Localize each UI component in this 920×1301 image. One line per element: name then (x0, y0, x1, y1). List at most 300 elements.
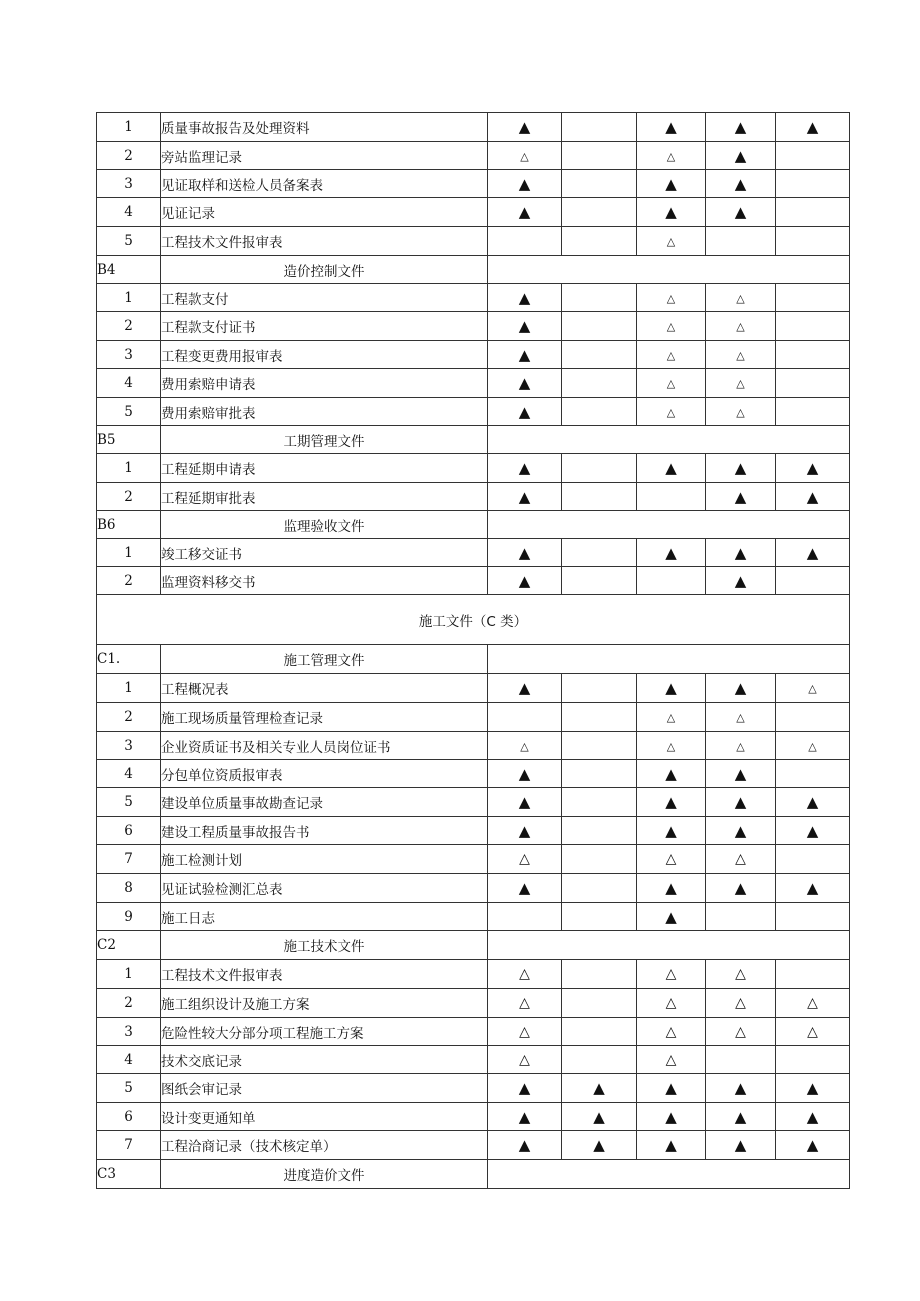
row-number: 5 (97, 398, 161, 426)
section-row (97, 426, 850, 454)
mark-cell (637, 732, 706, 760)
black-triangle-icon: ▲ (734, 1136, 747, 1154)
black-triangle-icon: ▲ (734, 487, 747, 506)
row-number: 6 (97, 1103, 161, 1131)
mark-cell (706, 227, 776, 256)
white-triangle-icon: △ (736, 405, 745, 419)
table-row (97, 732, 850, 760)
black-triangle-icon: ▲ (734, 203, 747, 221)
black-triangle-icon: ▲ (665, 821, 677, 840)
archive-file-table (96, 112, 850, 1189)
mark-cell (488, 760, 562, 788)
white-triangle-icon: △ (666, 320, 676, 333)
table-row (97, 539, 850, 567)
mark-cell (562, 1074, 637, 1103)
table-row (97, 398, 850, 426)
mark-cell (776, 483, 850, 511)
section-title: 造价控制文件 (161, 256, 488, 284)
mark-cell (776, 1046, 850, 1074)
mark-cell (637, 142, 706, 170)
mark-cell (637, 227, 706, 256)
section-empty-cell (488, 1160, 850, 1189)
mark-cell (562, 960, 637, 989)
mark-cell (637, 567, 706, 595)
mark-cell (637, 817, 706, 845)
white-triangle-icon: △ (666, 348, 676, 362)
black-triangle-icon: ▲ (734, 543, 747, 562)
black-triangle-icon: ▲ (734, 679, 747, 697)
mark-cell (562, 398, 637, 426)
file-name: 企业资质证书及相关专业人员岗位证书 (161, 732, 488, 760)
mark-cell (706, 674, 776, 703)
file-name: 见证记录 (161, 198, 488, 227)
white-triangle-icon: △ (807, 995, 818, 1011)
white-triangle-icon: △ (735, 1023, 746, 1040)
mark-cell (706, 989, 776, 1018)
white-triangle-icon: △ (665, 995, 677, 1011)
black-triangle-icon: ▲ (518, 793, 531, 811)
black-triangle-icon: ▲ (518, 571, 531, 590)
mark-cell (488, 483, 562, 511)
white-triangle-icon: △ (665, 851, 677, 867)
black-triangle-icon: ▲ (518, 543, 531, 562)
mark-cell (776, 845, 850, 874)
white-triangle-icon: △ (735, 851, 746, 867)
white-triangle-icon: △ (666, 739, 676, 753)
mark-cell (562, 227, 637, 256)
mark-cell (637, 1074, 706, 1103)
mark-cell (488, 454, 562, 483)
row-number: 1 (97, 674, 161, 703)
black-triangle-icon: ▲ (734, 459, 747, 477)
black-triangle-icon: ▲ (665, 907, 677, 926)
mark-cell (706, 732, 776, 760)
white-triangle-icon: △ (666, 377, 676, 390)
section-empty-cell (488, 256, 850, 284)
mark-cell (637, 483, 706, 511)
file-name: 施工组织设计及施工方案 (161, 989, 488, 1018)
section-title: 施工管理文件 (161, 645, 488, 674)
row-number: 3 (97, 732, 161, 760)
row-number: 2 (97, 989, 161, 1018)
mark-cell (776, 788, 850, 817)
mark-cell (637, 398, 706, 426)
mark-cell (776, 341, 850, 369)
mark-cell (562, 674, 637, 703)
mark-cell (706, 1018, 776, 1046)
mark-cell (706, 903, 776, 931)
row-number: 4 (97, 369, 161, 398)
black-triangle-icon: ▲ (734, 146, 747, 165)
mark-cell (562, 170, 637, 198)
mark-cell (776, 760, 850, 788)
mark-cell (488, 198, 562, 227)
table-row (97, 170, 850, 198)
mark-cell (637, 1018, 706, 1046)
table-row (97, 198, 850, 227)
file-name: 质量事故报告及处理资料 (161, 113, 488, 142)
table-row (97, 845, 850, 874)
file-name: 技术交底记录 (161, 1046, 488, 1074)
mark-cell (562, 989, 637, 1018)
mark-cell (706, 142, 776, 170)
black-triangle-icon: ▲ (518, 118, 531, 136)
mark-cell (562, 567, 637, 595)
black-triangle-icon: ▲ (518, 764, 531, 783)
black-triangle-icon: ▲ (734, 1079, 747, 1097)
mark-cell (488, 703, 562, 732)
file-name: 工程延期审批表 (161, 483, 488, 511)
mark-cell (637, 1046, 706, 1074)
black-triangle-icon: ▲ (734, 118, 747, 136)
white-triangle-icon: △ (665, 1023, 677, 1040)
mark-cell (776, 960, 850, 989)
black-triangle-icon: ▲ (518, 1136, 531, 1154)
mark-cell (776, 284, 850, 312)
section-empty-cell (488, 931, 850, 960)
mark-cell (706, 454, 776, 483)
white-triangle-icon: △ (519, 995, 530, 1011)
mark-cell (776, 1131, 850, 1160)
mark-cell (562, 760, 637, 788)
black-triangle-icon: ▲ (518, 679, 531, 697)
mark-cell (562, 1131, 637, 1160)
mark-cell (706, 1074, 776, 1103)
row-number: 2 (97, 703, 161, 732)
table-row (97, 113, 850, 142)
row-number: 2 (97, 483, 161, 511)
white-triangle-icon: △ (736, 320, 745, 333)
black-triangle-icon: ▲ (518, 203, 531, 221)
mark-cell (562, 198, 637, 227)
table-row (97, 674, 850, 703)
file-name: 见证取样和送检人员备案表 (161, 170, 488, 198)
mark-cell (562, 703, 637, 732)
section-code: C3 (97, 1160, 161, 1189)
mark-cell (706, 483, 776, 511)
mark-cell (776, 874, 850, 903)
mark-cell (776, 817, 850, 845)
mark-cell (776, 312, 850, 341)
file-name: 建设单位质量事故勘查记录 (161, 788, 488, 817)
white-triangle-icon: △ (736, 377, 745, 390)
mark-cell (562, 1103, 637, 1131)
section-row (97, 645, 850, 674)
mark-cell (776, 1018, 850, 1046)
mark-cell (488, 539, 562, 567)
mark-cell (562, 1046, 637, 1074)
mark-cell (562, 312, 637, 341)
mark-cell (637, 674, 706, 703)
black-triangle-icon: ▲ (734, 764, 747, 783)
mark-cell (706, 845, 776, 874)
mark-cell (488, 674, 562, 703)
mark-cell (488, 788, 562, 817)
row-number: 1 (97, 539, 161, 567)
file-name: 施工现场质量管理检查记录 (161, 703, 488, 732)
file-name: 工程变更费用报审表 (161, 341, 488, 369)
mark-cell (706, 1046, 776, 1074)
mark-cell (637, 960, 706, 989)
mark-cell (637, 369, 706, 398)
white-triangle-icon: △ (808, 739, 817, 753)
file-name: 费用索赔审批表 (161, 398, 488, 426)
section-code: C1. (97, 645, 161, 674)
white-triangle-icon: △ (519, 966, 530, 982)
file-name: 工程款支付 (161, 284, 488, 312)
mark-cell (637, 113, 706, 142)
file-name: 见证试验检测汇总表 (161, 874, 488, 903)
mark-cell (562, 788, 637, 817)
mark-cell (706, 1103, 776, 1131)
mark-cell (706, 760, 776, 788)
section-empty-cell (488, 645, 850, 674)
file-name: 旁站监理记录 (161, 142, 488, 170)
black-triangle-icon: ▲ (518, 317, 531, 335)
black-triangle-icon: ▲ (518, 374, 531, 392)
black-triangle-icon: ▲ (806, 1136, 819, 1154)
table-row (97, 284, 850, 312)
mark-cell (637, 1103, 706, 1131)
row-number: 1 (97, 113, 161, 142)
table-body (97, 113, 850, 1189)
mark-cell (562, 341, 637, 369)
file-name: 工程洽商记录（技术核定单） (161, 1131, 488, 1160)
mark-cell (706, 312, 776, 341)
mark-cell (706, 960, 776, 989)
table-row (97, 142, 850, 170)
black-triangle-icon: ▲ (806, 821, 819, 840)
black-triangle-icon: ▲ (734, 571, 747, 590)
mark-cell (706, 341, 776, 369)
white-triangle-icon: △ (665, 1051, 677, 1068)
white-triangle-icon: △ (807, 1023, 818, 1040)
black-triangle-icon: ▲ (734, 793, 747, 811)
black-triangle-icon: ▲ (734, 821, 747, 840)
black-triangle-icon: ▲ (806, 879, 819, 897)
row-number: 9 (97, 903, 161, 931)
section-empty-cell (488, 511, 850, 539)
row-number: 2 (97, 567, 161, 595)
mark-cell (488, 1046, 562, 1074)
mark-cell (488, 989, 562, 1018)
row-number: 6 (97, 817, 161, 845)
table-row (97, 1046, 850, 1074)
black-triangle-icon: ▲ (665, 1136, 677, 1154)
black-triangle-icon: ▲ (734, 174, 747, 193)
black-triangle-icon: ▲ (734, 1107, 747, 1126)
row-number: 5 (97, 1074, 161, 1103)
mark-cell (706, 398, 776, 426)
category-title: 施工文件（C 类） (97, 595, 850, 645)
file-name: 竣工移交证书 (161, 539, 488, 567)
mark-cell (637, 170, 706, 198)
mark-cell (706, 539, 776, 567)
row-number: 4 (97, 1046, 161, 1074)
mark-cell (488, 312, 562, 341)
mark-cell (562, 1018, 637, 1046)
table-row (97, 567, 850, 595)
mark-cell (637, 903, 706, 931)
mark-cell (637, 989, 706, 1018)
mark-cell (776, 142, 850, 170)
black-triangle-icon: ▲ (665, 879, 677, 897)
table-row (97, 1074, 850, 1103)
white-triangle-icon: △ (520, 149, 529, 163)
row-number: 4 (97, 760, 161, 788)
table-row (97, 760, 850, 788)
white-triangle-icon: △ (520, 739, 529, 753)
black-triangle-icon: ▲ (665, 174, 677, 193)
black-triangle-icon: ▲ (518, 821, 531, 840)
white-triangle-icon: △ (666, 711, 676, 724)
mark-cell (776, 1103, 850, 1131)
black-triangle-icon: ▲ (665, 118, 677, 136)
black-triangle-icon: ▲ (665, 1107, 677, 1126)
section-code: B5 (97, 426, 161, 454)
row-number: 1 (97, 284, 161, 312)
mark-cell (706, 170, 776, 198)
category-banner-row (97, 595, 850, 645)
black-triangle-icon: ▲ (593, 1136, 605, 1154)
black-triangle-icon: ▲ (518, 288, 531, 307)
mark-cell (562, 874, 637, 903)
row-number: 3 (97, 170, 161, 198)
table-row (97, 874, 850, 903)
mark-cell (562, 732, 637, 760)
mark-cell (488, 845, 562, 874)
table-row (97, 1131, 850, 1160)
section-code: B6 (97, 511, 161, 539)
mark-cell (706, 874, 776, 903)
mark-cell (776, 567, 850, 595)
white-triangle-icon: △ (736, 348, 745, 362)
mark-cell (562, 113, 637, 142)
section-title: 进度造价文件 (161, 1160, 488, 1189)
section-row (97, 256, 850, 284)
mark-cell (637, 760, 706, 788)
white-triangle-icon: △ (519, 1051, 530, 1068)
row-number: 3 (97, 1018, 161, 1046)
table-row (97, 483, 850, 511)
file-name: 图纸会审记录 (161, 1074, 488, 1103)
black-triangle-icon: ▲ (665, 764, 677, 783)
mark-cell (637, 284, 706, 312)
mark-cell (706, 703, 776, 732)
table-row (97, 312, 850, 341)
table-row (97, 1103, 850, 1131)
row-number: 7 (97, 1131, 161, 1160)
mark-cell (488, 1103, 562, 1131)
black-triangle-icon: ▲ (665, 679, 677, 697)
mark-cell (637, 539, 706, 567)
mark-cell (776, 369, 850, 398)
mark-cell (637, 454, 706, 483)
mark-cell (706, 369, 776, 398)
file-name: 施工检测计划 (161, 845, 488, 874)
white-triangle-icon: △ (736, 711, 745, 724)
white-triangle-icon: △ (735, 995, 746, 1011)
white-triangle-icon: △ (665, 966, 677, 982)
row-number: 2 (97, 142, 161, 170)
mark-cell (488, 369, 562, 398)
file-name: 分包单位资质报审表 (161, 760, 488, 788)
table-row (97, 903, 850, 931)
mark-cell (776, 227, 850, 256)
mark-cell (776, 674, 850, 703)
table-row (97, 227, 850, 256)
table-row (97, 960, 850, 989)
white-triangle-icon: △ (666, 235, 676, 248)
row-number: 1 (97, 960, 161, 989)
mark-cell (562, 817, 637, 845)
black-triangle-icon: ▲ (734, 879, 747, 897)
row-number: 4 (97, 198, 161, 227)
mark-cell (776, 539, 850, 567)
mark-cell (706, 567, 776, 595)
table-row (97, 341, 850, 369)
section-row (97, 511, 850, 539)
mark-cell (637, 874, 706, 903)
black-triangle-icon: ▲ (665, 459, 677, 477)
file-name: 施工日志 (161, 903, 488, 931)
mark-cell (776, 398, 850, 426)
mark-cell (488, 903, 562, 931)
file-name: 危险性较大分部分项工程施工方案 (161, 1018, 488, 1046)
black-triangle-icon: ▲ (518, 402, 531, 421)
section-title: 监理验收文件 (161, 511, 488, 539)
table-row (97, 788, 850, 817)
table-row (97, 1018, 850, 1046)
white-triangle-icon: △ (808, 682, 817, 695)
black-triangle-icon: ▲ (806, 1107, 819, 1126)
row-number: 3 (97, 341, 161, 369)
mark-cell (562, 539, 637, 567)
mark-cell (776, 198, 850, 227)
row-number: 7 (97, 845, 161, 874)
white-triangle-icon: △ (666, 149, 676, 163)
mark-cell (637, 703, 706, 732)
black-triangle-icon: ▲ (518, 1079, 531, 1097)
mark-cell (488, 398, 562, 426)
mark-cell (488, 170, 562, 198)
black-triangle-icon: ▲ (518, 879, 531, 897)
table-row (97, 703, 850, 732)
file-name: 建设工程质量事故报告书 (161, 817, 488, 845)
black-triangle-icon: ▲ (806, 1079, 819, 1097)
mark-cell (776, 170, 850, 198)
mark-cell (562, 903, 637, 931)
section-empty-cell (488, 426, 850, 454)
black-triangle-icon: ▲ (665, 543, 677, 562)
mark-cell (637, 312, 706, 341)
file-name: 工程延期申请表 (161, 454, 488, 483)
mark-cell (562, 845, 637, 874)
mark-cell (706, 817, 776, 845)
mark-cell (562, 483, 637, 511)
mark-cell (562, 142, 637, 170)
table-row (97, 454, 850, 483)
mark-cell (488, 227, 562, 256)
black-triangle-icon: ▲ (806, 543, 819, 562)
mark-cell (562, 369, 637, 398)
mark-cell (488, 284, 562, 312)
white-triangle-icon: △ (666, 405, 676, 419)
mark-cell (776, 732, 850, 760)
mark-cell (637, 198, 706, 227)
black-triangle-icon: ▲ (806, 793, 819, 811)
file-name: 监理资料移交书 (161, 567, 488, 595)
